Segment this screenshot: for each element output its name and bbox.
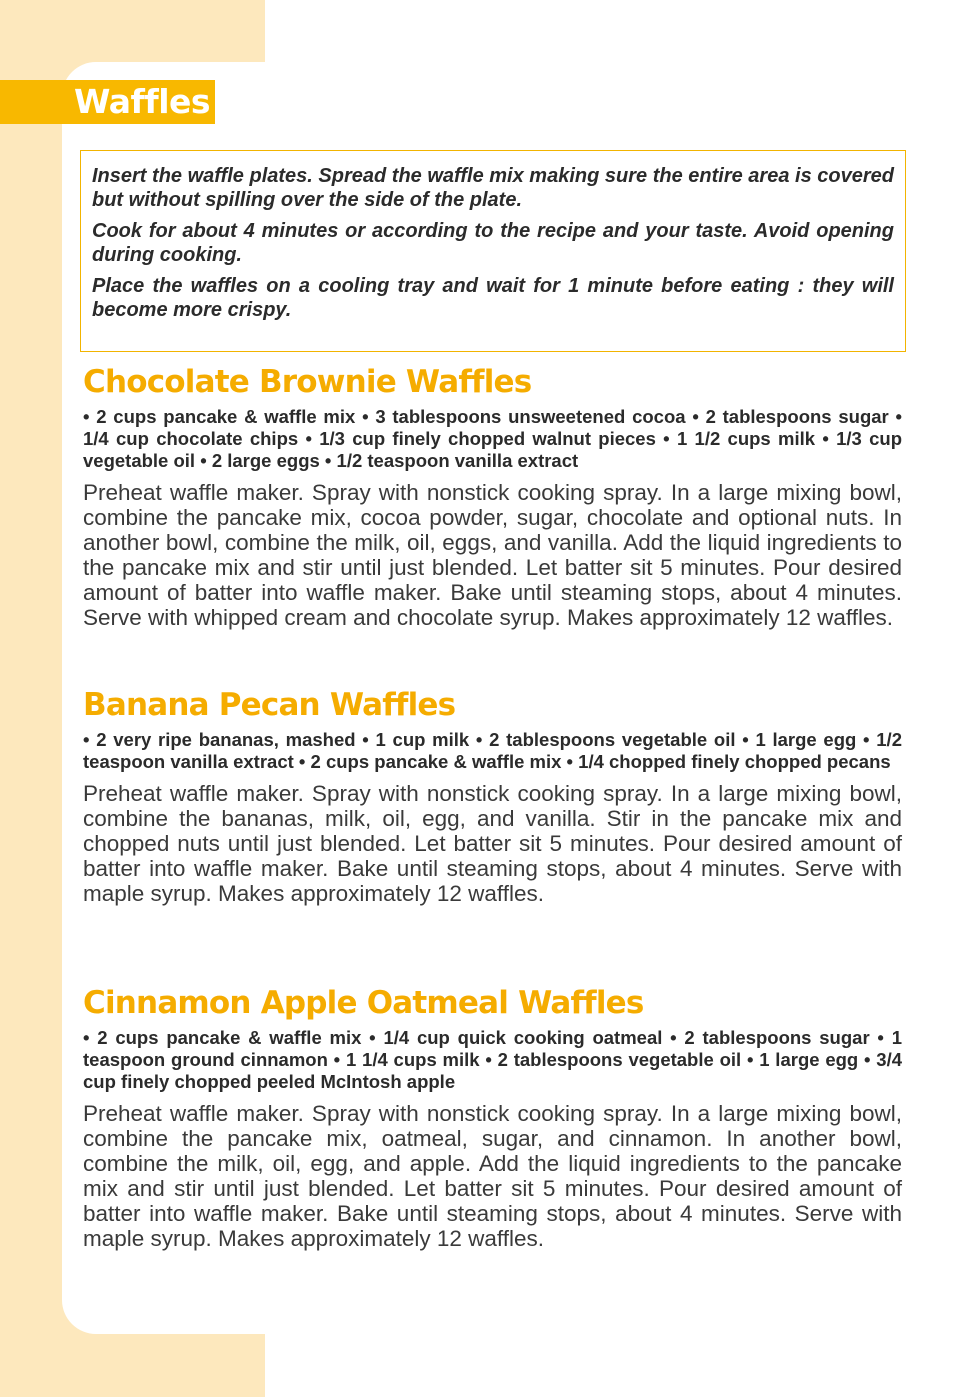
recipe-ingredients: • 2 cups pancake & waffle mix • 3 tablespoons unsweetened cocoa • 2 tablespoons sugar • 1/4 cup chocolate chips • 1/3 cup finely chopped walnut pieces • 1 1/2 cups milk • 1/3 cup vegetable oil • 2 large eggs • 1/2 teaspoon vanilla extract	[83, 406, 902, 471]
recipe-method: Preheat waffle maker. Spray with nonstick cooking spray. In a large mixing bowl, combine the pancake mix, oatmeal, sugar, and cinnamon. In another bowl, combine the milk, oil, egg, and apple. Add the liquid ingredients to the pancake mix and stir until just blended. Let batter sit 5 minutes. Pour desired amount of batter into waffle maker. Bake until steaming stops, about 4 minutes. Serve with maple syrup. Makes approximately 12 waffles.	[83, 1101, 902, 1251]
section-title: Waffles	[74, 82, 211, 121]
recipe-title: Cinnamon Apple Oatmeal Waffles	[83, 985, 644, 1021]
recipe-method: Preheat waffle maker. Spray with nonstick cooking spray. In a large mixing bowl, combine the pancake mix, cocoa powder, sugar, chocolate and optional nuts. In another bowl, combine the milk, oil, eggs, and vanilla. Add the liquid ingredients to the pancake mix and stir until just blended. Let batter sit 5 minutes. Pour desired amount of batter into waffle maker. Bake until steaming stops, about 4 minutes. Serve with whipped cream and chocolate syrup. Makes approximately 12 waffles.	[83, 480, 902, 630]
recipe-ingredients: • 2 cups pancake & waffle mix • 1/4 cup quick cooking oatmeal • 2 tablespoons sugar • 1 teaspoon ground cinnamon • 1 1/4 cups milk • 2 tablespoons vegetable oil • 1 large egg • 3/4 cup finely chopped peeled McIntosh apple	[83, 1027, 902, 1092]
recipe-banana-pecan	[83, 685, 902, 906]
recipe-title: Chocolate Brownie Waffles	[83, 364, 532, 400]
recipe-method: Preheat waffle maker. Spray with nonstick cooking spray. In a large mixing bowl, combine the bananas, milk, oil, egg, and vanilla. Stir in the pancake mix and chopped nuts until just blended. Let batter sit 5 minutes. Pour desired amount of batter into waffle maker. Bake until steaming stops, about 4 minutes. Serve with maple syrup. Makes approximately 12 waffles.	[83, 781, 902, 906]
recipe-cinnamon-apple-oatmeal	[83, 983, 902, 1251]
recipe-ingredients: • 2 very ripe bananas, mashed • 1 cup milk • 2 tablespoons vegetable oil • 1 large egg • 1/2 teaspoon vanilla extract • 2 cups pancake & waffle mix • 1/4 chopped finely chopped pecans	[83, 729, 902, 772]
tips-box	[80, 150, 906, 352]
recipe-chocolate-brownie	[83, 362, 902, 630]
recipe-title: Banana Pecan Waffles	[83, 687, 456, 723]
tip-paragraph: Place the waffles on a cooling tray and wait for 1 minute before eating : they will become more crispy.	[92, 275, 894, 321]
tip-paragraph: Cook for about 4 minutes or according to the recipe and your taste. Avoid opening during cooking.	[92, 220, 894, 266]
tip-paragraph: Insert the waffle plates. Spread the waffle mix making sure the entire area is covered but without spilling over the side of the plate.	[92, 165, 894, 211]
section-tab	[0, 80, 215, 124]
